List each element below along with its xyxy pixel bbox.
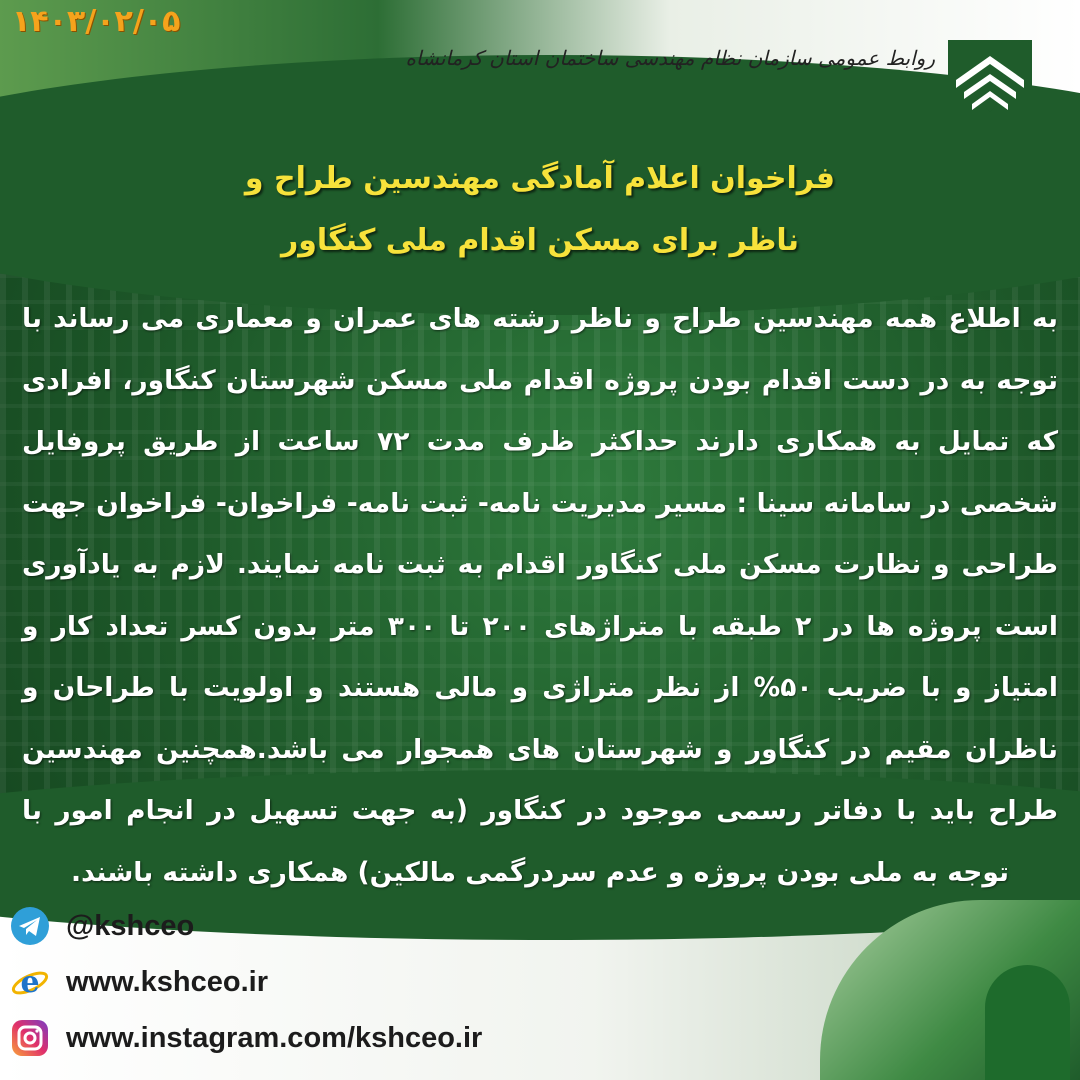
announcement-body: به اطلاع همه مهندسین طراح و ناظر رشته های عمران و معماری می رساند با توجه به در دست اقدام بودن پروژه اقدام ملی مسکن شهرستان کنگاور، افرادی که تمایل به همکاری دارند حداکثر ظرف مدت ۷۲ ساعت از طریق پروفایل شخصی در سامانه سینا : مسیر مدیریت نامه- ثبت نامه- فراخوان- فراخوان جهت طراحی و نظارت مسکن ملی کنگاور اقدام به ثبت نامه نمایند. لازم به یادآوری است پروژه ها در ۲ طبقه با متراژهای ۲۰۰ تا ۳۰۰ متر بدون کسر تعداد کار و امتیاز و با ضریب ۵۰% از نظر متراژی و مالی هستند و اولویت با طراحان و ناظران مقیم در کنگاور و شهرستان های همجوار می باشد.همچنین مهندسین طراح باید با دفاتر رسمی موجود در کنگاور (به جهت تسهیل در انجام امور با توجه به ملی بودن پروژه و عدم سردرگمی مالکین) همکاری داشته باشند.	[22, 303, 1058, 888]
title-line-2: ناظر برای مسکن اقدام ملی کنگاور	[281, 223, 799, 258]
contact-website[interactable]	[10, 954, 570, 1010]
contact-instagram[interactable]	[10, 1010, 570, 1066]
date-label: ۱۴۰۳/۰۲/۰۵	[12, 4, 181, 39]
telegram-handle[interactable]: @kshceo	[66, 909, 195, 942]
title-line-1: فراخوان اعلام آمادگی مهندسین طراح و	[244, 161, 836, 196]
instagram-icon	[10, 1018, 50, 1058]
organization-name: روابط عمومی سازمان نظام مهندسی ساختمان استان کرمانشاه	[405, 46, 935, 70]
internet-explorer-icon	[10, 962, 50, 1002]
arch-shape	[985, 965, 1070, 1080]
building-chevrons-logo	[942, 34, 1038, 124]
contact-list	[10, 898, 570, 1066]
telegram-icon	[10, 906, 50, 946]
contact-telegram[interactable]	[10, 898, 570, 954]
website-url[interactable]: www.kshceo.ir	[66, 965, 268, 998]
announcement-title	[150, 148, 930, 272]
instagram-url[interactable]: www.instagram.com/kshceo.ir	[66, 1021, 483, 1054]
svg-text:e: e	[20, 965, 40, 1000]
